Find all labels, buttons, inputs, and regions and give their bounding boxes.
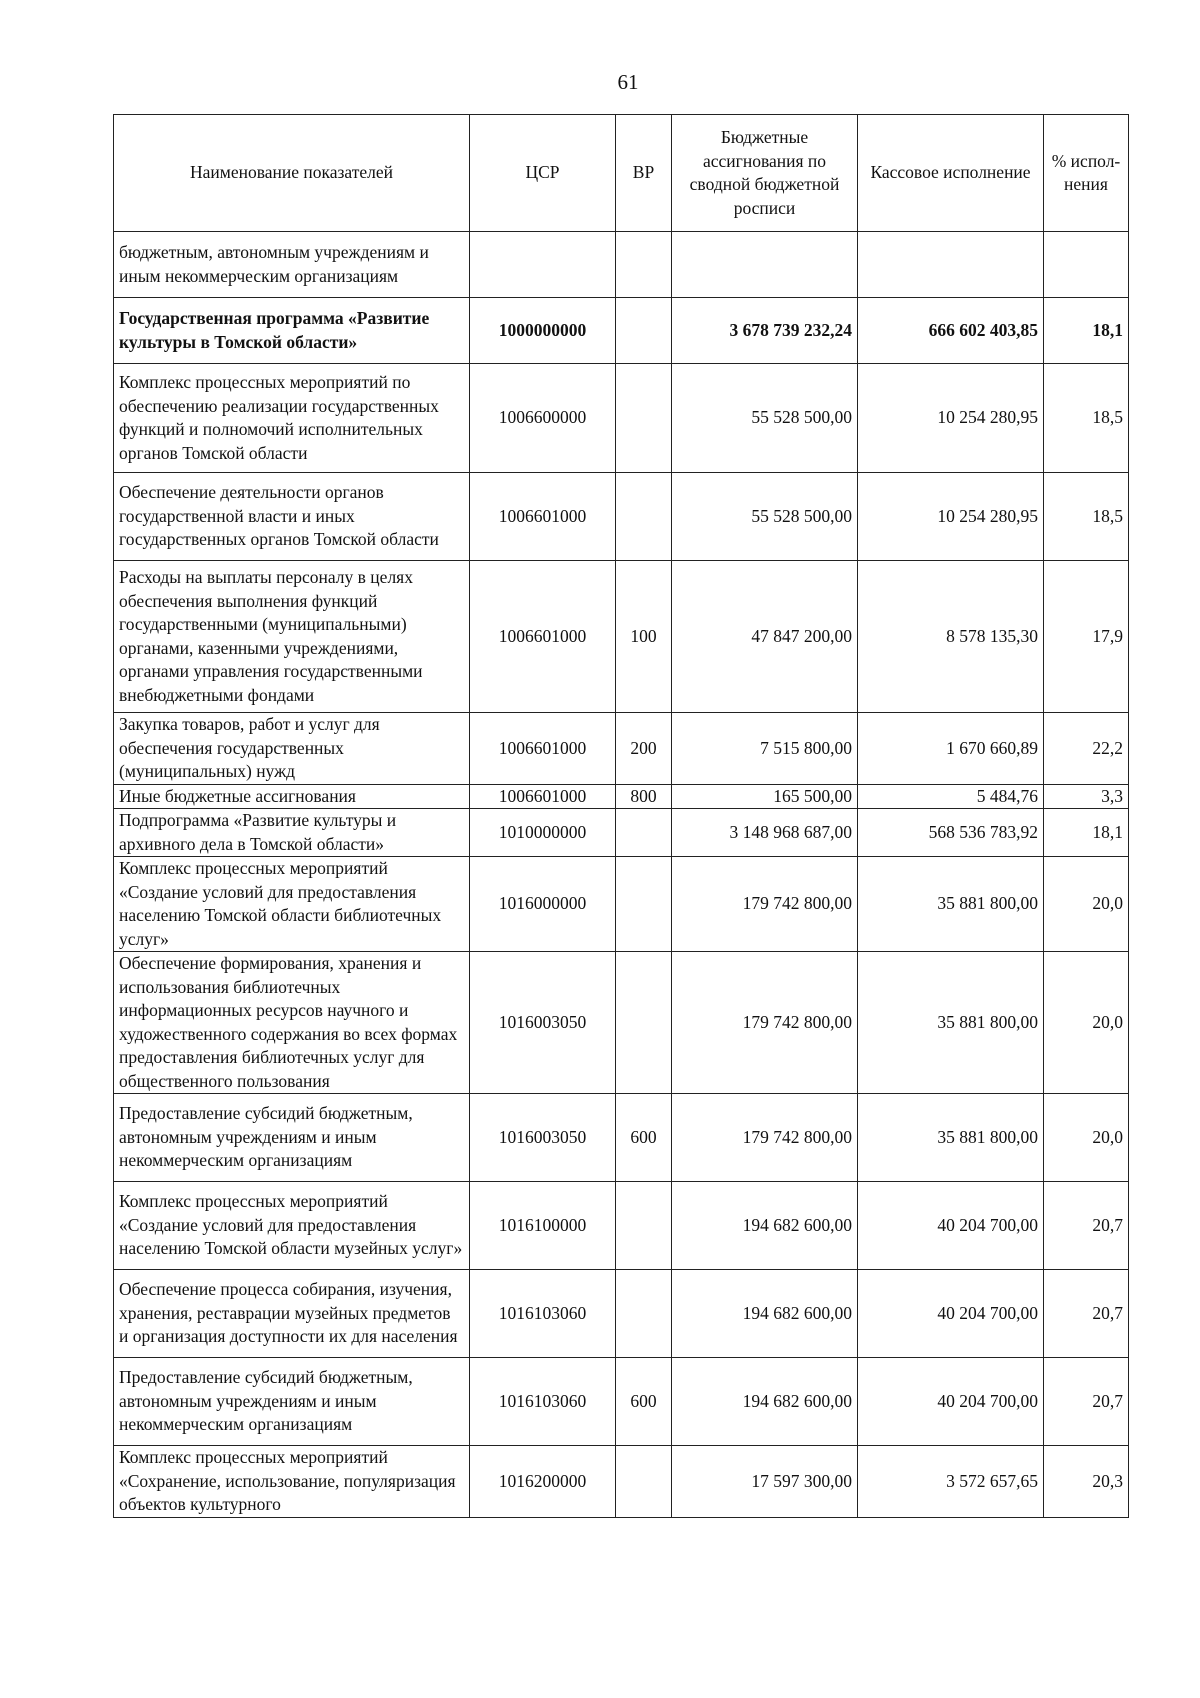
header-name: Наименование показателей [114,115,470,232]
cell-csr: 1006601000 [470,713,616,785]
cell-vr: 100 [616,561,672,713]
cell-pct: 20,0 [1044,952,1129,1094]
cell-name: Предоставление субсидий бюджетным, автономным учреждениям и иным некоммерческим организациям [114,1094,470,1182]
cell-budget: 3 148 968 687,00 [672,809,858,857]
header-budget: Бюджетные ассигнования по сводной бюджетной росписи [672,115,858,232]
table-row [114,713,1129,785]
cell-name: Иные бюджетные ассигнования [114,784,470,809]
cell-name: Комплекс процессных мероприятий «Создание условий для предоставления населению Томской области музейных услуг» [114,1182,470,1270]
cell-vr [616,473,672,561]
cell-pct: 18,1 [1044,809,1129,857]
table-row [114,857,1129,952]
table-header-row [114,115,1129,232]
table-row [114,473,1129,561]
cell-vr: 600 [616,1358,672,1446]
header-cash: Кассовое исполнение [858,115,1044,232]
cell-cash: 35 881 800,00 [858,857,1044,952]
cell-budget: 179 742 800,00 [672,1094,858,1182]
table-row [114,1358,1129,1446]
cell-budget [672,232,858,298]
cell-cash: 8 578 135,30 [858,561,1044,713]
cell-csr: 1016103060 [470,1270,616,1358]
cell-budget: 194 682 600,00 [672,1270,858,1358]
cell-name: Комплекс процессных мероприятий «Сохранение, использование, популяризация объектов культурного [114,1446,470,1518]
cell-vr: 200 [616,713,672,785]
cell-pct: 20,3 [1044,1446,1129,1518]
header-vr: ВР [616,115,672,232]
table-row [114,561,1129,713]
cell-vr [616,809,672,857]
cell-pct: 17,9 [1044,561,1129,713]
cell-pct: 20,7 [1044,1270,1129,1358]
table-row [114,298,1129,364]
table-row [114,364,1129,473]
cell-vr [616,1270,672,1358]
table-row [114,809,1129,857]
cell-vr [616,857,672,952]
header-csr: ЦСР [470,115,616,232]
cell-name: Обеспечение формирования, хранения и использования библиотечных информационных ресурсов научного и художественного содержания во всех формах предоставления библиотечных услуг для общественного пользования [114,952,470,1094]
page-number: 61 [617,70,639,94]
cell-cash: 35 881 800,00 [858,952,1044,1094]
cell-cash [858,232,1044,298]
header-pct: % испол-нения [1044,115,1129,232]
table-row [114,784,1129,809]
cell-name: Подпрограмма «Развитие культуры и архивного дела в Томской области» [114,809,470,857]
table-row [114,232,1129,298]
cell-pct: 3,3 [1044,784,1129,809]
cell-cash: 40 204 700,00 [858,1182,1044,1270]
cell-pct [1044,232,1129,298]
cell-budget: 47 847 200,00 [672,561,858,713]
cell-budget: 179 742 800,00 [672,952,858,1094]
cell-budget: 194 682 600,00 [672,1358,858,1446]
cell-vr [616,298,672,364]
table-row [114,952,1129,1094]
cell-budget: 194 682 600,00 [672,1182,858,1270]
cell-pct: 22,2 [1044,713,1129,785]
cell-pct: 20,0 [1044,1094,1129,1182]
cell-pct: 18,1 [1044,298,1129,364]
cell-cash: 10 254 280,95 [858,473,1044,561]
cell-csr: 1016000000 [470,857,616,952]
cell-vr [616,1182,672,1270]
cell-budget: 179 742 800,00 [672,857,858,952]
cell-budget: 55 528 500,00 [672,364,858,473]
cell-csr: 1006601000 [470,561,616,713]
cell-name: Комплекс процессных мероприятий по обеспечению реализации государственных функций и полномочий исполнительных органов Томской области [114,364,470,473]
cell-name: Расходы на выплаты персоналу в целях обеспечения выполнения функций государственными (муниципальными) органами, казенными учреждениями, органами управления государственными внебюджетными фондами [114,561,470,713]
cell-name: Предоставление субсидий бюджетным, автономным учреждениям и иным некоммерческим организациям [114,1358,470,1446]
cell-name: Комплекс процессных мероприятий «Создание условий для предоставления населению Томской области библиотечных услуг» [114,857,470,952]
cell-csr: 1016003050 [470,952,616,1094]
cell-budget: 7 515 800,00 [672,713,858,785]
table-row [114,1270,1129,1358]
cell-vr [616,364,672,473]
cell-vr [616,1446,672,1518]
cell-csr: 1016200000 [470,1446,616,1518]
cell-pct: 20,7 [1044,1358,1129,1446]
cell-budget: 3 678 739 232,24 [672,298,858,364]
cell-pct: 18,5 [1044,473,1129,561]
cell-pct: 18,5 [1044,364,1129,473]
cell-cash: 40 204 700,00 [858,1358,1044,1446]
cell-name: Обеспечение деятельности органов государственной власти и иных государственных органов Томской области [114,473,470,561]
cell-cash: 5 484,76 [858,784,1044,809]
cell-vr: 600 [616,1094,672,1182]
cell-name: Закупка товаров, работ и услуг для обеспечения государственных (муниципальных) нужд [114,713,470,785]
cell-pct: 20,0 [1044,857,1129,952]
cell-csr: 1006601000 [470,784,616,809]
table-row [114,1446,1129,1518]
cell-csr: 1010000000 [470,809,616,857]
cell-name: Обеспечение процесса собирания, изучения, хранения, реставрации музейных предметов и организация доступности их для населения [114,1270,470,1358]
cell-cash: 1 670 660,89 [858,713,1044,785]
cell-csr: 1016103060 [470,1358,616,1446]
cell-budget: 17 597 300,00 [672,1446,858,1518]
cell-cash: 40 204 700,00 [858,1270,1044,1358]
cell-cash: 568 536 783,92 [858,809,1044,857]
cell-budget: 55 528 500,00 [672,473,858,561]
table-row [114,1182,1129,1270]
table-row [114,1094,1129,1182]
cell-vr [616,232,672,298]
cell-csr [470,232,616,298]
cell-name: бюджетным, автономным учреждениям и иным некоммерческим организациям [114,232,470,298]
cell-csr: 1006601000 [470,473,616,561]
cell-vr [616,952,672,1094]
cell-cash: 666 602 403,85 [858,298,1044,364]
cell-csr: 1016100000 [470,1182,616,1270]
cell-name: Государственная программа «Развитие культуры в Томской области» [114,298,470,364]
cell-budget: 165 500,00 [672,784,858,809]
cell-cash: 35 881 800,00 [858,1094,1044,1182]
cell-vr: 800 [616,784,672,809]
cell-pct: 20,7 [1044,1182,1129,1270]
cell-cash: 3 572 657,65 [858,1446,1044,1518]
budget-execution-table [113,114,1129,1518]
cell-csr: 1016003050 [470,1094,616,1182]
cell-csr: 1006600000 [470,364,616,473]
cell-csr: 1000000000 [470,298,616,364]
cell-cash: 10 254 280,95 [858,364,1044,473]
